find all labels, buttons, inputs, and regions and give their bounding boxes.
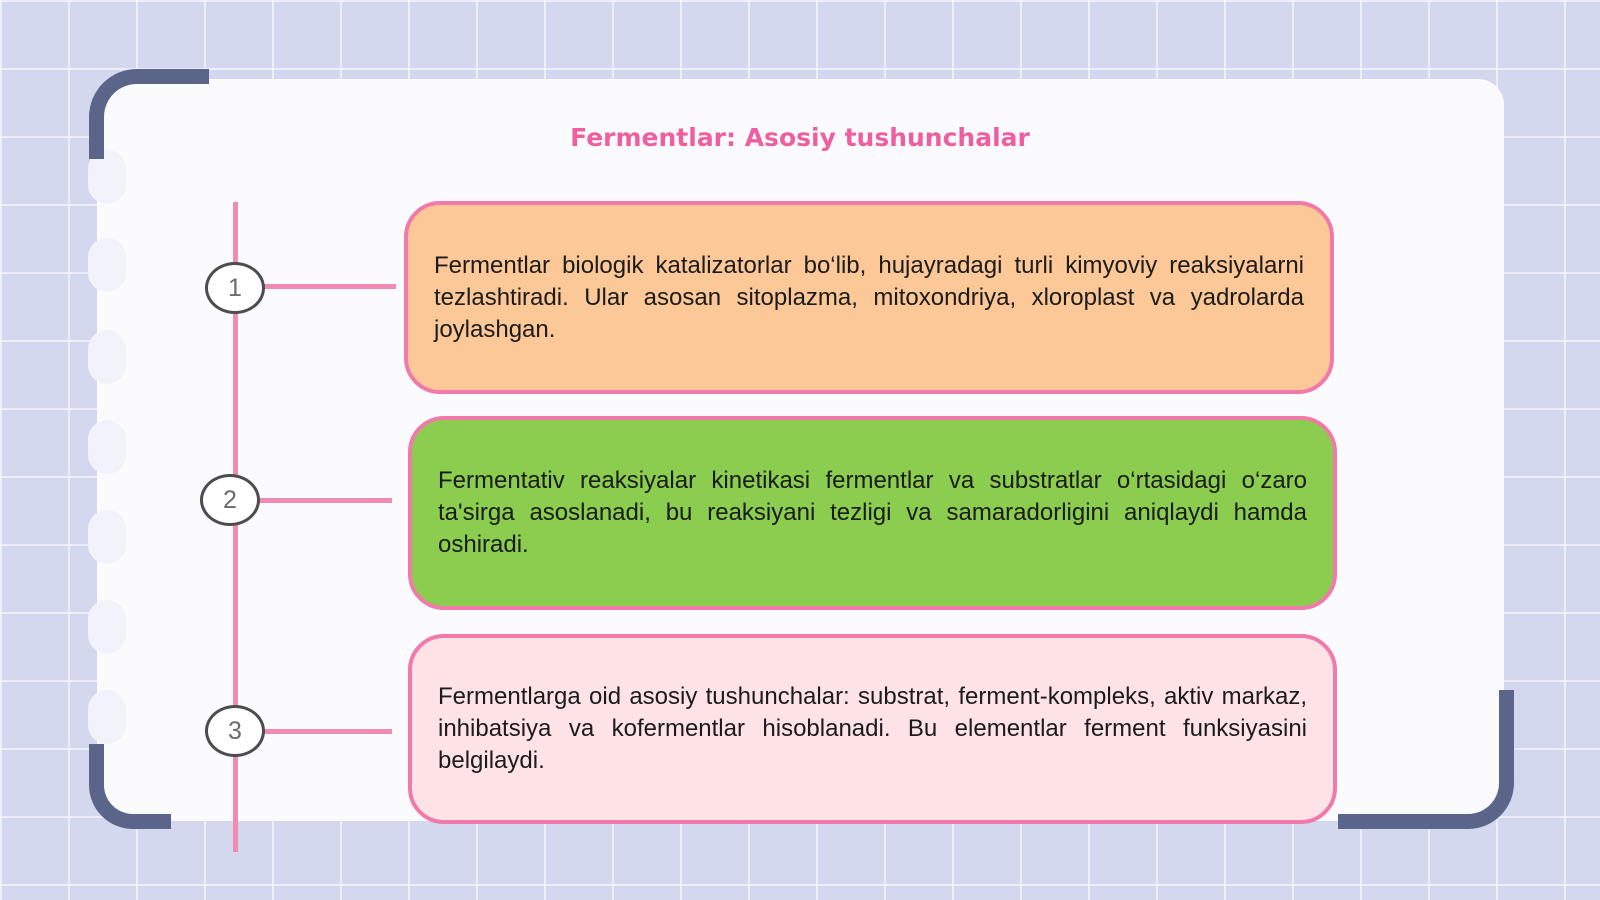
card-1-text: Fermentlar biologik katalizatorlar bo‘lib, hujayradagi turli kimyoviy reaksiyalarni tezlashtiradi. Ular asosan sitoplazma, mitoxondriya, xloroplast va yadrolarda joylashgan. xyxy=(434,251,1304,343)
step-number-2: 2 xyxy=(200,474,260,526)
frame-corner-bottom-right xyxy=(1338,690,1514,829)
connector-line xyxy=(262,729,392,734)
paper-notch xyxy=(88,330,126,384)
card-2 xyxy=(408,416,1337,610)
step-number-1: 1 xyxy=(205,262,265,314)
paper-notch xyxy=(88,238,126,292)
step-number-3: 3 xyxy=(205,705,265,757)
card-2-text: Fermentativ reaksiyalar kinetikasi fermentlar va substratlar o‘rtasidagi o‘zaro ta'sirga asoslanadi, bu reaksiyani tezligi va samaradorligini aniqlaydi hamda oshiradi. xyxy=(438,467,1307,558)
paper-notch xyxy=(88,600,126,654)
paper-notch xyxy=(88,690,126,744)
connector-line xyxy=(258,498,392,503)
card-3 xyxy=(408,634,1337,824)
card-1 xyxy=(404,201,1334,394)
frame-corner-bottom-left xyxy=(89,744,171,829)
paper-notch xyxy=(88,420,126,474)
connector-line xyxy=(262,284,396,289)
frame-corner-top-left xyxy=(89,69,209,159)
card-3-text: Fermentlarga oid asosiy tushunchalar: substrat, ferment-kompleks, aktiv markaz, inhibatsiya va kofermentlar hisoblanadi. Bu elementlar ferment funksiyasini belgilaydi. xyxy=(438,683,1307,774)
slide-title: Fermentlar: Asosiy tushunchalar xyxy=(570,123,1030,152)
paper-notch xyxy=(88,510,126,564)
